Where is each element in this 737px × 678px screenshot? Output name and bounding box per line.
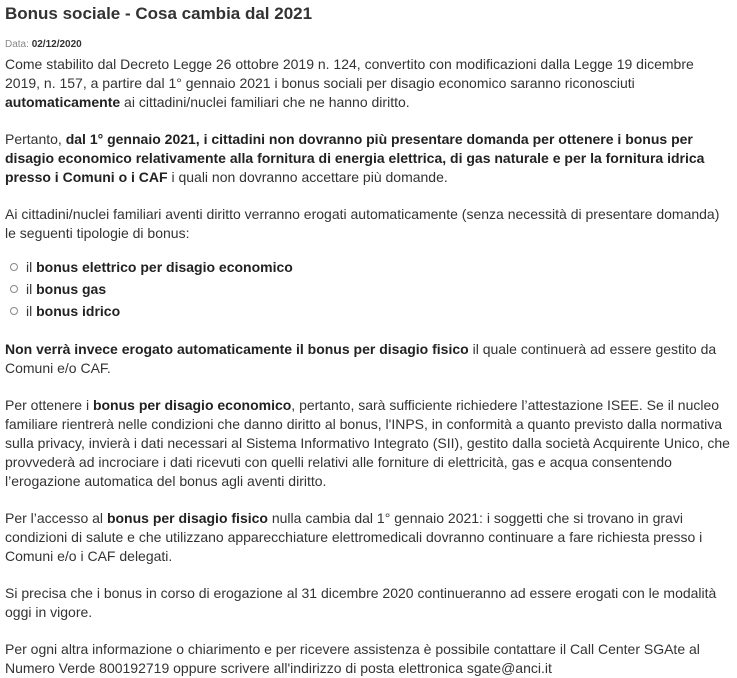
list-item bbox=[5, 278, 732, 300]
paragraph-accesso-bold: bonus per disagio fisico bbox=[106, 510, 268, 526]
circle-bullet-icon bbox=[10, 285, 18, 293]
list-item-prefix: il bbox=[26, 259, 33, 275]
paragraph-contatti: Per ogni altra informazione o chiarimento e per ricevere assistenza è possibile contattare il Call Center SGAte al Numero Verde 800192719 oppure scrivere all'indirizzo di posta elettronica sgate@anci.it bbox=[5, 641, 700, 676]
paragraph-intro bbox=[5, 55, 732, 112]
paragraph-bonus-types: Ai cittadini/nuclei familiari aventi diritto verranno erogati automaticamente (senza necessità di presentare domanda) le seguenti tipologie di bonus: bbox=[5, 206, 720, 241]
list-item-bold: bonus elettrico per disagio economico bbox=[36, 259, 293, 275]
paragraph-accesso-text-a: Per l’accesso al bbox=[5, 510, 107, 526]
paragraph-accesso-text-b: nulla cambia dal 1° gennaio 2021: i soggetti che si trovano in gravi condizioni di salute e che utilizzano apparecchiature elettromedicali dovranno continuare a fare richiesta presso i Comuni e/o i CAF delegati. bbox=[5, 510, 703, 564]
paragraph-disagio-fisico bbox=[5, 340, 732, 378]
paragraph-isee-text-b: , pertanto, sarà sufficiente richiedere l’attestazione ISEE. Se il nucleo familiare rientrerà nelle condizioni che danno diritto al bonus, l'INPS, in conformità a quanto previsto dalla normativa sulla privacy, invierà i dati necessari al Sistema Informativo Integrato (SII), gestito dalla società Acquirente Unico, che provvederà ad incrociare i dati ricevuti con quelli relativi alle forniture di elettricità, gas e acqua consentendo l’erogazione automatica del bonus agli aventi diritto. bbox=[5, 397, 730, 489]
list-item-bold: bonus gas bbox=[36, 281, 107, 297]
paragraph-intro-bold: automaticamente bbox=[5, 94, 121, 110]
list-item-prefix: il bbox=[26, 303, 33, 319]
paragraph-intro-text-b: ai cittadini/nuclei familiari che ne hanno diritto. bbox=[120, 94, 410, 110]
page-title: Bonus sociale - Cosa cambia dal 2021 bbox=[5, 4, 313, 23]
list-item-prefix: il bbox=[26, 281, 33, 297]
paragraph-isee-bold: bonus per disagio economico bbox=[92, 397, 292, 413]
list-item bbox=[5, 256, 732, 278]
paragraph-pertanto-text-b: i quali non dovranno accettare più domande. bbox=[167, 169, 448, 185]
bonus-list bbox=[5, 256, 732, 322]
date-label: Data: bbox=[5, 39, 29, 50]
date-value: 02/12/2020 bbox=[31, 39, 82, 50]
paragraph-disagio-fisico-bold: Non verrà invece erogato automaticamente il bonus per disagio fisico bbox=[5, 341, 469, 357]
paragraph-pertanto bbox=[5, 130, 732, 187]
paragraph-disagio-fisico-text-b: il quale continuerà ad essere gestito da Comuni e/o CAF. bbox=[5, 341, 717, 376]
list-item bbox=[5, 300, 732, 322]
list-item-bold: bonus idrico bbox=[36, 303, 121, 319]
circle-bullet-icon bbox=[10, 263, 18, 271]
paragraph-pertanto-text-a: Pertanto, bbox=[5, 131, 66, 147]
circle-bullet-icon bbox=[10, 307, 18, 315]
paragraph-isee-text-a: Per ottenere i bbox=[5, 397, 93, 413]
paragraph-in-corso: Si precisa che i bonus in corso di erogazione al 31 dicembre 2020 continueranno ad essere erogati con le modalità oggi in vigore. bbox=[5, 585, 717, 620]
date-row bbox=[5, 38, 732, 51]
paragraph-pertanto-bold: dal 1° gennaio 2021, i cittadini non dovranno più presentare domanda per ottenere i bonus per disagio economico relativamente alla fornitura di energia elettrica, di gas naturale e per la fornitura idrica presso i Comuni o i CAF bbox=[5, 131, 705, 185]
paragraph-intro-text-a: Come stabilito dal Decreto Legge 26 ottobre 2019 n. 124, convertito con modificazioni dalla Legge 19 dicembre 2019, n. 157, a partire dal 1° gennaio 2021 i bonus sociali per disagio economico saranno riconosciuti bbox=[5, 56, 694, 91]
paragraph-isee bbox=[5, 396, 732, 491]
paragraph-accesso bbox=[5, 509, 732, 566]
